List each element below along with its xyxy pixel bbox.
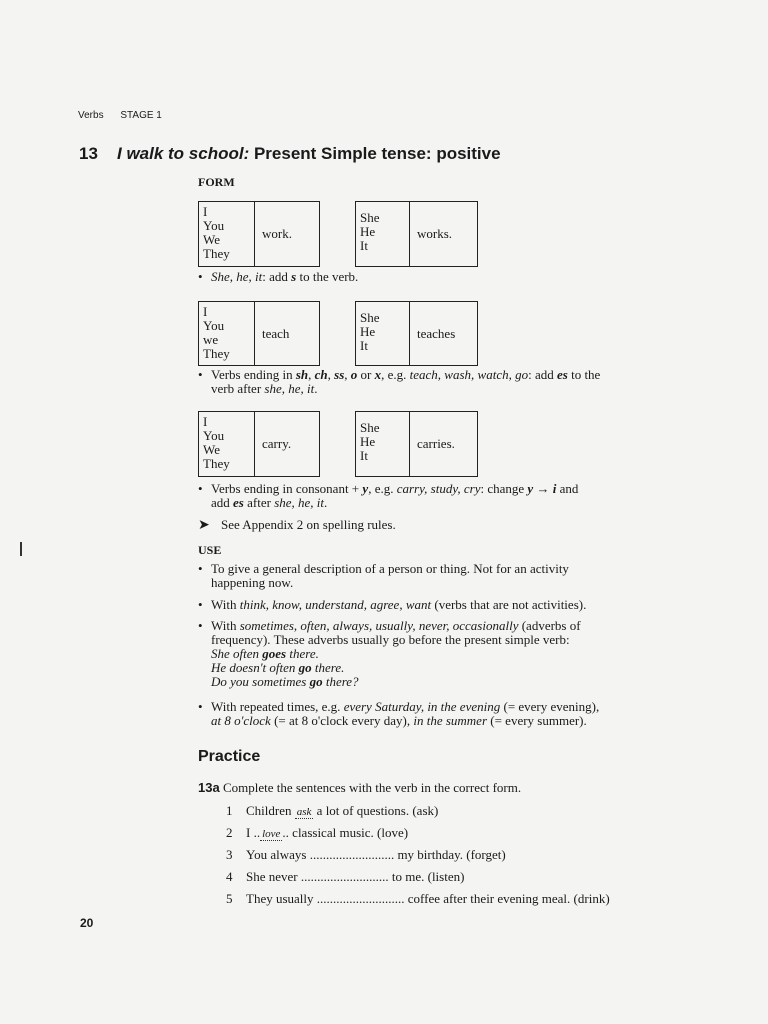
pronoun: I (203, 204, 208, 219)
use-text: every Saturday, in the evening (343, 699, 501, 714)
pronoun: You (203, 318, 225, 333)
pronoun: It (360, 338, 368, 353)
rule-text: , e.g. (368, 481, 397, 496)
rule-text: to the (567, 367, 601, 382)
exercise-item (226, 825, 408, 841)
rule-text: i (552, 481, 557, 496)
verb-cell: teaches (417, 325, 456, 341)
form-table-left-1 (198, 201, 320, 267)
item-text: I .. (246, 825, 261, 840)
rule-text: or (357, 367, 375, 382)
pronoun-cell (199, 412, 255, 476)
rule-text: and (556, 481, 579, 496)
rule-text: verb after (211, 381, 265, 396)
example-text: go (298, 660, 312, 675)
use-heading: USE (198, 543, 222, 557)
unit-title-text: Present Simple tense: positive (249, 144, 501, 163)
rule-text: ss (334, 367, 345, 382)
rule-text: add (211, 495, 234, 510)
use-text: at 8 o'clock (211, 713, 271, 728)
use-text: To give a general description of a person or thing. Not for an activity (211, 561, 569, 576)
rule-text: she, he, it (264, 381, 315, 396)
rule-text: She, he, it (211, 269, 263, 284)
rule-text: : add (528, 367, 557, 382)
rule-text: teach, wash, watch, go (409, 367, 529, 382)
answer-blank[interactable]: love (262, 828, 281, 840)
verb-cell: carry. (262, 436, 292, 451)
item-text: She never (246, 869, 301, 884)
exercise-item (226, 869, 464, 885)
use-frequency-adverbs: • With sometimes, often, always, usually, never, occasionally (adverbs of frequency). These adverbs usually go before the present simple verb: She often goes there. He doesn't often go there. Do you sometimes go there? (198, 618, 581, 689)
use-text: sometimes, often, always, usually, never, occasionally (239, 618, 519, 633)
pronoun-cell (356, 412, 410, 476)
use-text: With (211, 597, 240, 612)
pronoun: You (203, 218, 225, 233)
exercise-item (226, 803, 438, 819)
rule-text: o (350, 367, 358, 382)
example-text: there. (311, 660, 345, 675)
pronoun-cell (356, 302, 410, 365)
answer-blank[interactable]: ask (296, 806, 312, 818)
unit-title-italic: I walk to school: (117, 144, 250, 163)
pronoun: I (203, 414, 208, 429)
form-table-right-1 (355, 201, 478, 267)
use-text: (verbs that are not activities). (431, 597, 587, 612)
form-table-right-3 (355, 411, 478, 477)
exercise-item (226, 891, 610, 907)
rule-text: , (327, 367, 335, 382)
pronoun: It (360, 448, 368, 463)
item-text: Children (246, 803, 295, 818)
rule-text: she, he, it (274, 495, 325, 510)
answer-blank[interactable]: ........................... (316, 891, 405, 906)
arrow-icon: → (533, 481, 553, 496)
answer-blank[interactable]: ........................... (300, 869, 389, 884)
use-general-description: • To give a general description of a person or thing. Not for an activity happening now. (198, 561, 569, 590)
pronoun: She (360, 310, 380, 325)
rule-text: ch (314, 367, 328, 382)
pronoun: He (360, 324, 376, 339)
unit-number: 13 (79, 144, 98, 163)
form-table-left-2 (198, 301, 320, 366)
use-text: (adverbs of (518, 618, 581, 633)
use-text: think, know, understand, agree, want (239, 597, 432, 612)
rule-text: , (344, 367, 351, 382)
verb-cell: teach (262, 325, 290, 341)
exercise-id: 13a (198, 780, 220, 795)
pronoun-cell (356, 202, 410, 266)
use-stative-verbs: • With think, know, understand, agree, want (verbs that are not activities). (198, 597, 587, 612)
exercise-text: Complete the sentences with the verb in the correct form. (219, 780, 522, 795)
rule-text: x (374, 367, 382, 382)
pronoun: He (360, 224, 376, 239)
pronoun: We (203, 232, 220, 247)
pronoun: It (360, 238, 368, 253)
exercise-item (226, 847, 506, 863)
pronoun: They (203, 246, 230, 261)
item-text: my birthday. (forget) (394, 847, 506, 862)
appendix-text: See Appendix 2 on spelling rules. (220, 517, 396, 532)
item-number: 2 (226, 825, 233, 840)
pronoun: She (360, 210, 380, 225)
rule-text: . (314, 381, 318, 396)
scan-mark (20, 542, 22, 556)
appendix-note (198, 518, 396, 533)
pointer-arrow-icon: ➤ (198, 518, 210, 533)
pronoun-cell (199, 302, 255, 365)
example-text: Do you sometimes (211, 674, 310, 689)
item-text: coffee after their evening meal. (drink) (404, 891, 610, 906)
use-text: (= every evening), (500, 699, 600, 714)
pronoun: We (203, 442, 220, 457)
use-text: (= at 8 o'clock every day), (270, 713, 414, 728)
rule-text: , e.g. (381, 367, 410, 382)
rule-text: carry, study, cry (396, 481, 481, 496)
use-text: With (211, 618, 240, 633)
pronoun: I (203, 304, 208, 319)
verb-cell: work. (262, 226, 292, 241)
pronoun: She (360, 420, 380, 435)
use-text: With repeated times, e.g. (211, 699, 344, 714)
item-text: You always (246, 847, 310, 862)
rule-es-ending: • Verbs ending in sh, ch, ss, o or x, e.g. teach, wash, watch, go: add es to the verb after she, he, it. (198, 367, 601, 396)
rule-text: Verbs ending in (211, 367, 296, 382)
rule-text: y (362, 481, 369, 496)
pronoun-cell (199, 202, 255, 266)
rule-text: es (556, 367, 568, 382)
example-text: go (309, 674, 323, 689)
item-text: .. classical music. (love) (282, 825, 409, 840)
rule-text: to the verb. (296, 269, 359, 284)
example-text: there? (322, 674, 359, 689)
header-stage: STAGE 1 (120, 110, 162, 121)
example-text: He doesn't often (211, 660, 299, 675)
example-text: goes (262, 646, 287, 661)
use-text: frequency). These adverbs usually go before the present simple verb: (211, 632, 570, 647)
rule-text: : add (262, 269, 292, 284)
form-table-right-2 (355, 301, 478, 366)
pronoun: They (203, 346, 230, 361)
item-number: 3 (226, 847, 233, 862)
pronoun: They (203, 456, 230, 471)
rule-text: , (308, 367, 315, 382)
rule-text: : change (480, 481, 528, 496)
pronoun: we (203, 332, 219, 347)
use-text: in the summer (413, 713, 488, 728)
verb-cell: works. (417, 226, 453, 241)
practice-heading: Practice (198, 748, 261, 765)
item-text: to me. (listen) (388, 869, 465, 884)
rule-text: y (527, 481, 534, 496)
rule-text: sh (295, 367, 309, 382)
page-number: 20 (80, 916, 94, 930)
rule-text: es (233, 495, 244, 510)
form-table-left-3 (198, 411, 320, 477)
item-number: 4 (226, 869, 233, 884)
rule-she-he-it: • She, he, it: add s to the verb. (198, 269, 359, 284)
rule-text: Verbs ending in consonant + (211, 481, 363, 496)
item-number: 5 (226, 891, 233, 906)
use-text: happening now. (211, 575, 294, 590)
exercise-instruction (198, 780, 521, 796)
answer-blank[interactable]: .......................... (309, 847, 395, 862)
use-repeated-times: • With repeated times, e.g. every Saturday, in the evening (= every evening), at 8 o'clock (= at 8 o'clock every day), in the summer (= every summer). (198, 699, 600, 728)
item-text: a lot of questions. (ask) (313, 803, 439, 818)
pronoun: You (203, 428, 225, 443)
verb-cell: carries. (417, 436, 455, 451)
rule-text: . (324, 495, 328, 510)
form-heading: FORM (198, 175, 235, 189)
running-header (78, 110, 162, 121)
header-section: Verbs (78, 110, 104, 121)
item-text: They usually (246, 891, 317, 906)
pronoun: He (360, 434, 376, 449)
use-text: (= every summer). (487, 713, 587, 728)
unit-title (79, 144, 501, 164)
example-text: She often (211, 646, 263, 661)
item-number: 1 (226, 803, 233, 818)
example-text: there. (286, 646, 319, 661)
rule-y-to-i: • Verbs ending in consonant + y, e.g. carry, study, cry: change y → i and add es after she, he, it. (198, 481, 579, 510)
rule-text: s (291, 269, 297, 284)
rule-text: after (243, 495, 275, 510)
